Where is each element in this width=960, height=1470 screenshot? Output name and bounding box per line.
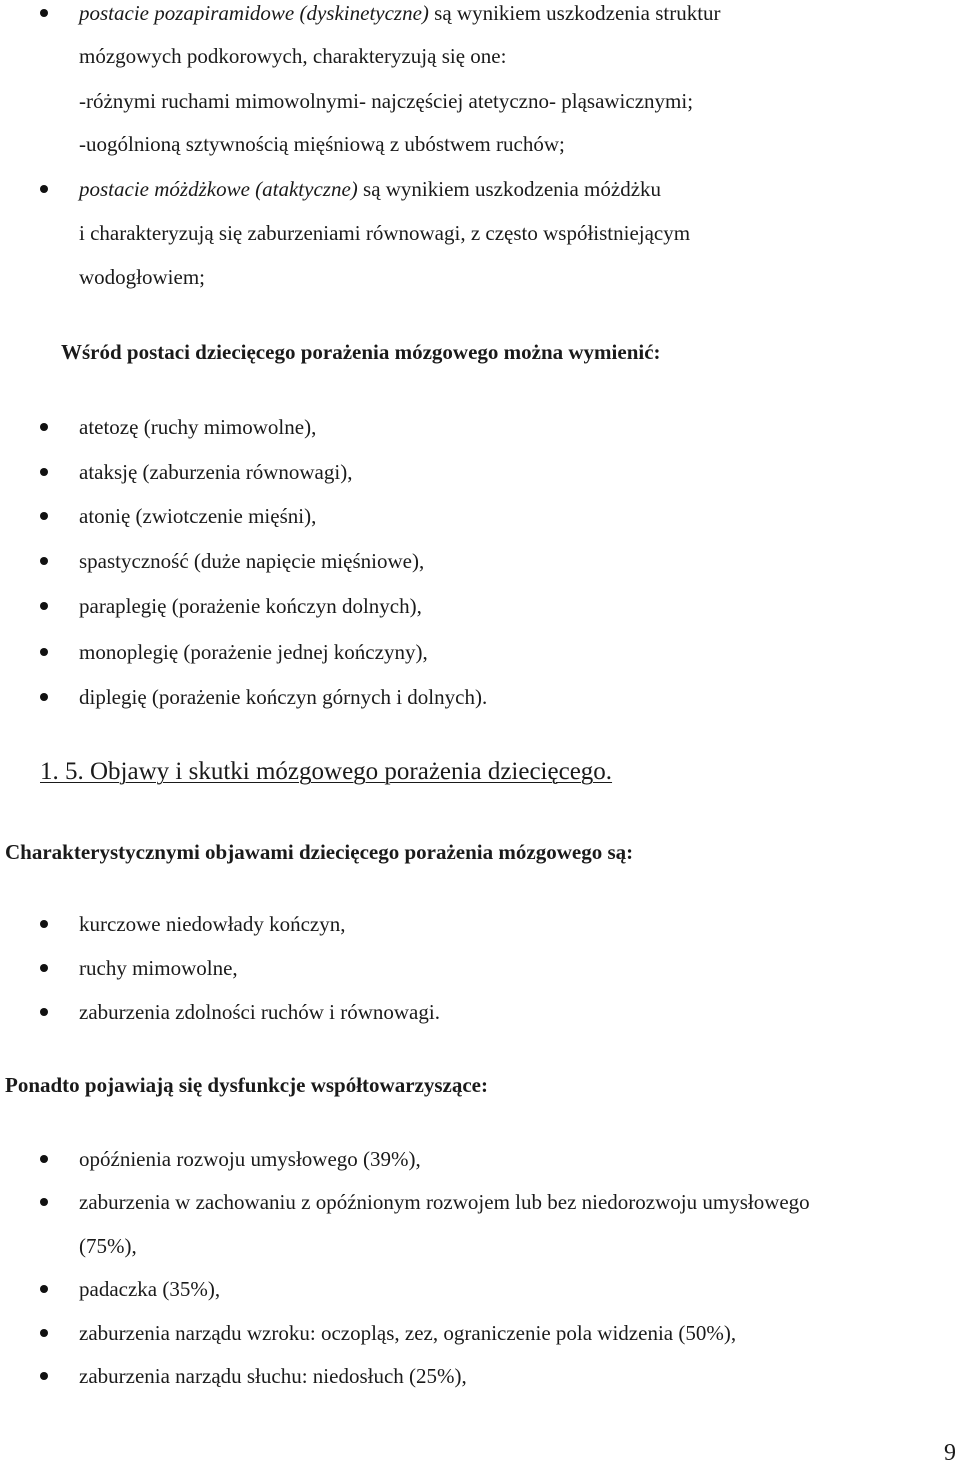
list-item-continuation: mózgowych podkorowych, charakteryzują się one: [79,44,507,68]
list-item-text: diplegię (porażenie kończyn górnych i dolnych). [79,685,488,709]
item-text: są wynikiem uszkodzenia móżdżku [363,177,662,201]
list-item-text: kurczowe niedowłady kończyn, [79,912,346,936]
list-item-text: ruchy mimowolne, [79,956,238,980]
item-text: są wynikiem uszkodzenia struktur [434,1,721,25]
list-item-text: spastyczność (duże napięcie mięśniowe), [79,549,425,573]
list-item-text: opóźnienia rozwoju umysłowego (39%), [79,1147,421,1171]
section-title: 1. 5. Objawy i skutki mózgowego porażenia dziecięcego. [40,758,613,785]
list-item-text: monoplegię (porażenie jednej kończyny), [79,640,428,664]
list-item-continuation: -różnymi ruchami mimowolnymi- najczęściej atetyczno- pląsawicznymi; [79,89,694,113]
forms-heading: Wśród postaci dziecięcego porażenia mózgowego można wymienić: [61,340,661,364]
list-item-text: zaburzenia w zachowaniu z opóźnionym rozwojem lub bez niedorozwoju umysłowego [79,1190,810,1214]
list-item-text: padaczka (35%), [79,1277,221,1301]
list-item-text: zaburzenia zdolności ruchów i równowagi. [79,1000,440,1024]
list-item-continuation: (75%), [79,1234,137,1258]
term-cerebellar: postacie móżdżkowe (ataktyczne) [79,177,358,201]
list-item-continuation: wodogłowiem; [79,265,205,289]
term-extrapyramidal: postacie pozapiramidowe (dyskinetyczne) [79,1,429,25]
list-item-text: atonię (zwiotczenie mięśni), [79,504,317,528]
list-item-text: paraplegię (porażenie kończyn dolnych), [79,594,422,618]
list-item-continuation: -uogólnioną sztywnością mięśniową z ubóstwem ruchów; [79,132,565,156]
page-number: 9 [944,1440,956,1466]
list-item-text: atetozę (ruchy mimowolne), [79,415,317,439]
list-item-continuation: i charakteryzują się zaburzeniami równowagi, z często współistniejącym [79,221,691,245]
dysfunctions-heading: Ponadto pojawiają się dysfunkcje współtowarzyszące: [5,1073,488,1097]
list-item-text: ataksję (zaburzenia równowagi), [79,460,353,484]
symptoms-heading: Charakterystycznymi objawami dziecięcego porażenia mózgowego są: [5,840,634,864]
list-item-text: zaburzenia narządu wzroku: oczopląs, zez, ograniczenie pola widzenia (50%), [79,1321,737,1345]
list-item-text: zaburzenia narządu słuchu: niedosłuch (25%), [79,1364,467,1388]
